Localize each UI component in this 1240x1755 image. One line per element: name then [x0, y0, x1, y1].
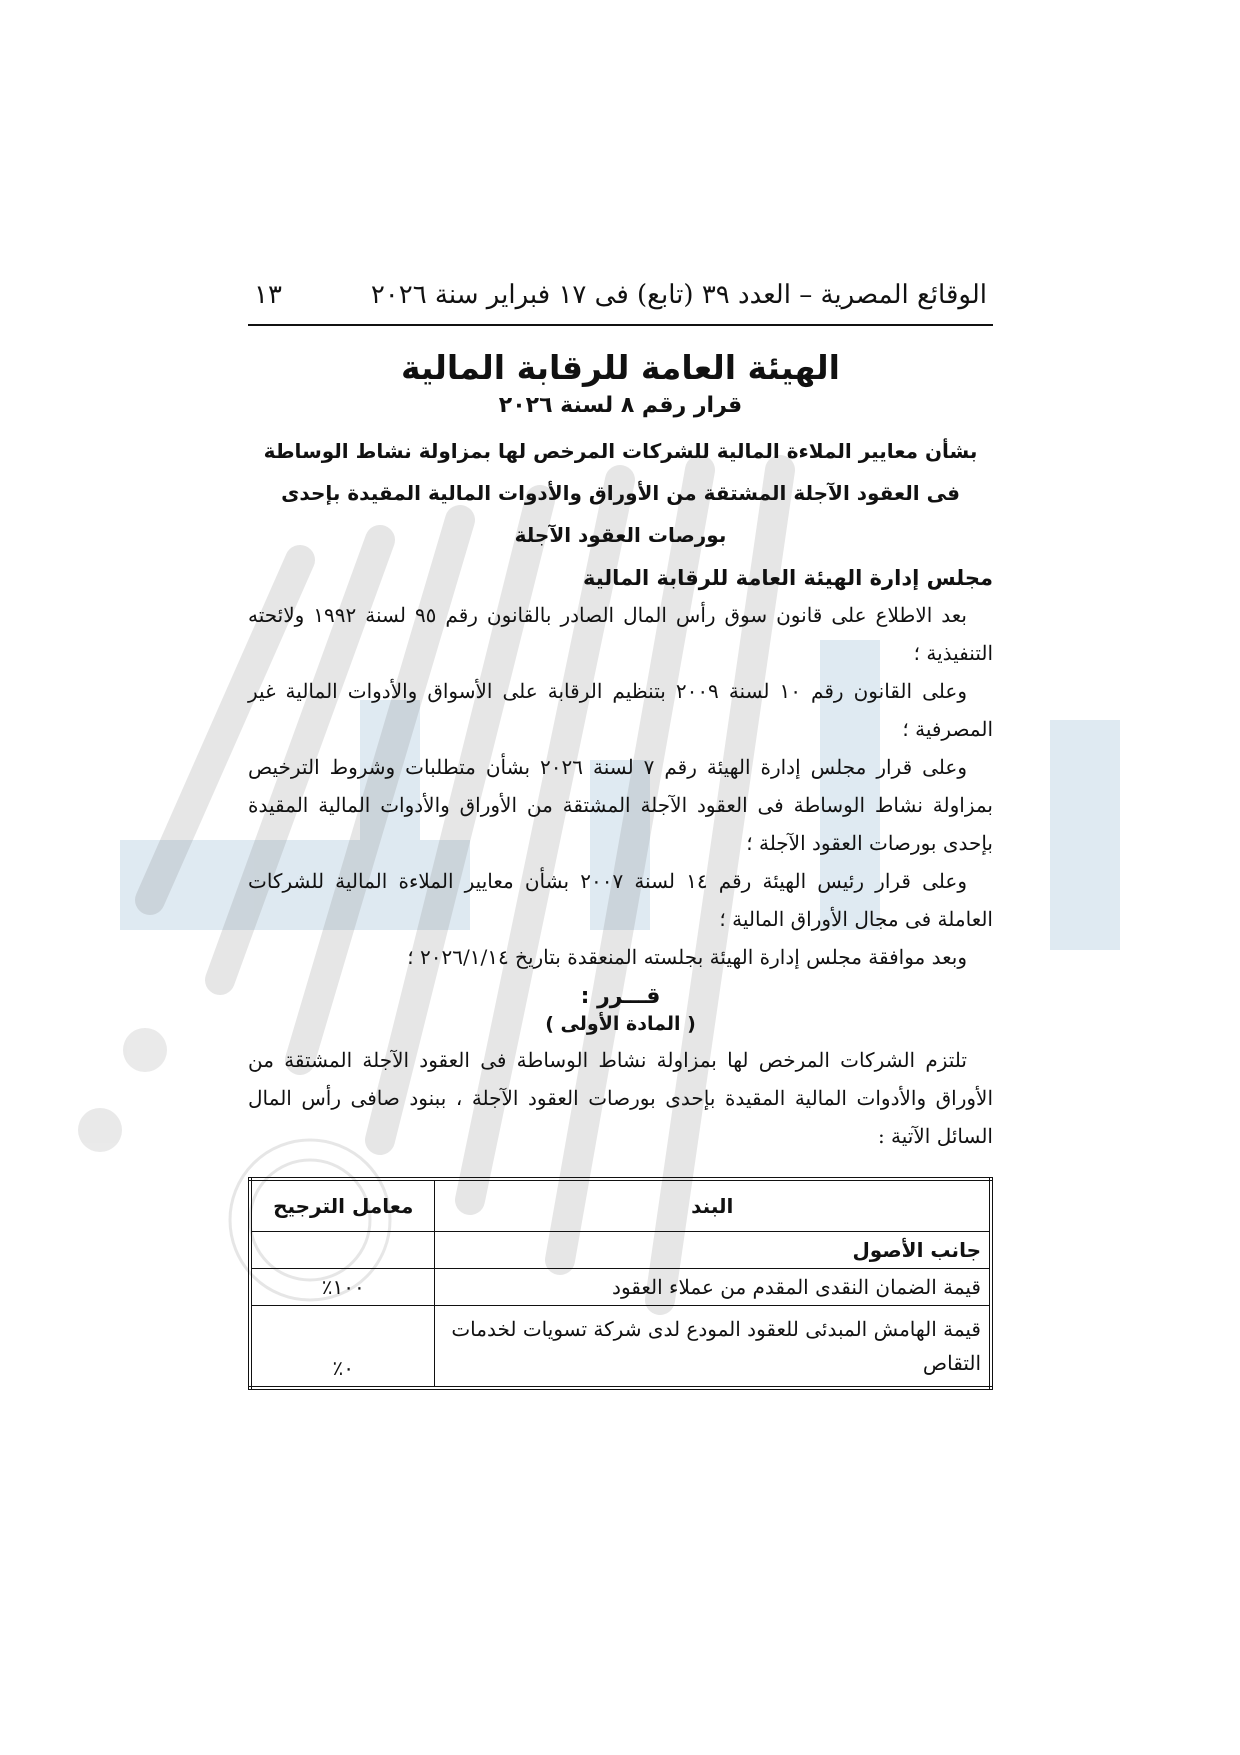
article-text: تلتزم الشركات المرخص لها بمزاولة نشاط الوساطة فى العقود الآجلة المشتقة من الأوراق والأدوات المالية المقيدة بإحدى بورصات العقود الآجلة ، ببنود صافى رأس المال السائل الآتية : [248, 1048, 993, 1148]
authority-title: الهيئة العامة للرقابة المالية [401, 348, 840, 387]
row-item: قيمة الهامش المبدئى للعقود المودع لدى شركة تسويات لخدمات التقاص [435, 1306, 991, 1389]
row-item: قيمة الضمان النقدى المقدم من عملاء العقود [435, 1269, 991, 1306]
watermark-dot [78, 1108, 122, 1152]
gazette-title: الوقائع المصرية – العدد ٣٩ (تابع) فى ١٧ فبراير سنة ٢٠٢٦ [370, 280, 987, 310]
decision-subject-line: بشأن معايير الملاءة المالية للشركات المرخص لها بمزاولة نشاط الوساطة [263, 439, 978, 463]
page-number: ١٣ [254, 280, 282, 310]
table-row [250, 1269, 991, 1306]
section-label: جانب الأصول [435, 1232, 991, 1269]
row-weight: ١٠٠٪ [250, 1269, 435, 1306]
header-weight: معامل الترجيح [250, 1179, 435, 1232]
table-header-row [250, 1179, 991, 1232]
section-weight-empty [250, 1232, 435, 1269]
page-header [248, 280, 993, 326]
watermark-dot [123, 1028, 167, 1072]
board-heading: مجلس إدارة الهيئة العامة للرقابة المالية [582, 566, 993, 590]
capital-items-table [248, 1177, 993, 1390]
preamble-paragraph: بعد الاطلاع على قانون سوق رأس المال الصادر بالقانون رقم ٩٥ لسنة ١٩٩٢ ولائحته التنفيذية ؛ [248, 603, 993, 665]
decision-subject-line: بورصات العقود الآجلة [514, 523, 727, 547]
article-heading: ( المادة الأولى ) [545, 1013, 696, 1035]
preamble-paragraph: وعلى قرار رئيس الهيئة رقم ١٤ لسنة ٢٠٠٧ بشأن معايير الملاءة المالية للشركات العاملة فى مجال الأوراق المالية ؛ [248, 869, 993, 931]
preamble-paragraph: وعلى قرار مجلس إدارة الهيئة رقم ٧ لسنة ٢٠٢٦ بشأن متطلبات وشروط الترخيص بمزاولة نشاط الوساطة فى العقود الآجلة المشتقة من الأوراق والأدوات المالية المقيدة بإحدى بورصات العقود الآجلة ؛ [248, 755, 993, 855]
table-section-row [250, 1232, 991, 1269]
decision-number: قرار رقم ٨ لسنة ٢٠٢٦ [498, 393, 743, 418]
decided-heading: قـــرر : [580, 984, 661, 1009]
watermark-bar [1050, 720, 1120, 950]
row-weight: ٠٪ [250, 1306, 435, 1389]
header-item: البند [435, 1179, 991, 1232]
document-page [248, 280, 993, 1390]
preamble-paragraph: وعلى القانون رقم ١٠ لسنة ٢٠٠٩ بتنظيم الرقابة على الأسواق والأدوات المالية غير المصرفية ؛ [248, 679, 993, 741]
preamble-paragraph: وبعد موافقة مجلس إدارة الهيئة بجلسته المنعقدة بتاريخ ٢٠٢٦/١/١٤ ؛ [407, 945, 967, 969]
decision-subject-line: فى العقود الآجلة المشتقة من الأوراق والأدوات المالية المقيدة بإحدى [281, 481, 960, 505]
table-row [250, 1306, 991, 1389]
